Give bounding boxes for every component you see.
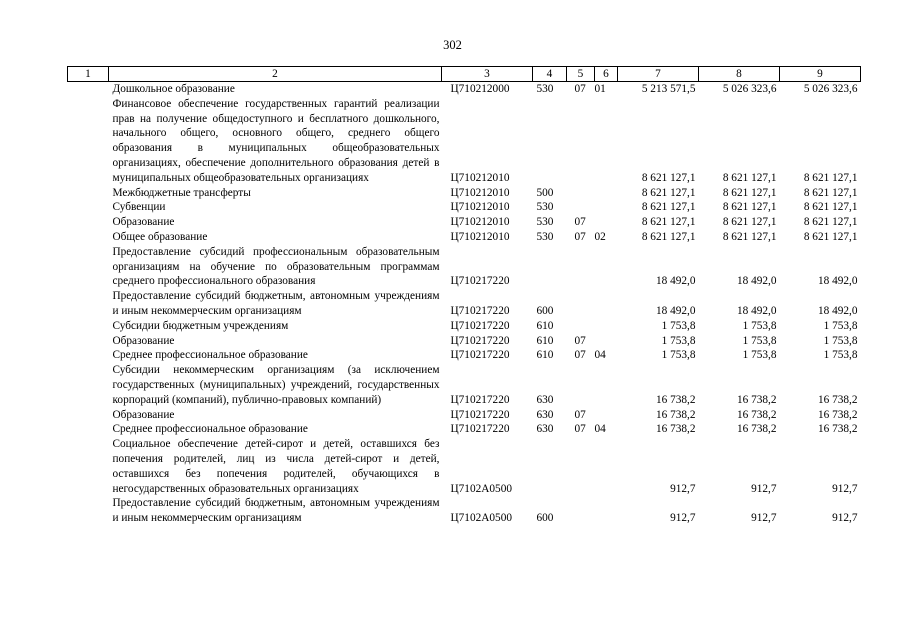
expense-type-code: 630 — [536, 393, 554, 406]
amount-col-7: 16 738,2 — [655, 408, 696, 421]
expense-type-code: 530 — [536, 201, 554, 214]
section-code: 07 — [574, 334, 586, 347]
subsection-code — [595, 97, 618, 186]
amount-col-7: 8 621 127,1 — [641, 230, 696, 243]
subsection-code — [595, 334, 618, 349]
target-code: Ц710217220 — [450, 304, 510, 317]
table-row — [68, 82, 861, 97]
item-name: Дошкольное образование — [112, 83, 235, 95]
table-row — [68, 245, 861, 289]
table-body — [68, 82, 861, 526]
section-code: 07 — [574, 216, 586, 229]
header-col-9: 9 — [780, 67, 861, 82]
table-row — [68, 230, 861, 245]
subsection-code — [595, 437, 618, 496]
item-name: Среднее профессиональное образование — [112, 423, 308, 436]
budget-table — [67, 66, 861, 526]
amount-col-7: 1 753,8 — [661, 319, 696, 332]
amount-col-9: 8 621 127,1 — [803, 171, 858, 184]
item-name: Предоставление субсидий профессиональным образовательным организациям на обучение по образовательным программам среднего профессионального образования — [112, 245, 440, 288]
target-code: Ц710217220 — [450, 393, 510, 406]
amount-col-7: 8 621 127,1 — [641, 216, 696, 229]
amount-col-8: 1 753,8 — [742, 349, 777, 362]
expense-type-code: 610 — [536, 334, 554, 347]
expense-type-code: 600 — [536, 512, 554, 525]
expense-type-code: 500 — [536, 186, 554, 199]
target-code: Ц710217220 — [450, 423, 510, 436]
first-col-cell — [68, 245, 109, 289]
amount-col-8: 16 738,2 — [736, 423, 777, 436]
first-col-cell — [68, 496, 109, 526]
item-name: Общее образование — [112, 230, 208, 243]
first-col-cell — [68, 289, 109, 319]
amount-col-9: 1 753,8 — [823, 319, 858, 332]
section-code — [567, 437, 595, 496]
amount-col-7: 912,7 — [670, 512, 696, 525]
first-col-cell — [68, 348, 109, 363]
amount-col-8: 5 026 323,6 — [722, 83, 777, 95]
amount-col-9: 8 621 127,1 — [803, 230, 858, 243]
table-row — [68, 422, 861, 437]
table-row — [68, 363, 861, 407]
amount-col-9: 1 753,8 — [823, 334, 858, 347]
first-col-cell — [68, 422, 109, 437]
target-code: Ц710217220 — [450, 334, 510, 347]
amount-col-7: 5 213 571,5 — [641, 83, 696, 95]
amount-col-7: 1 753,8 — [661, 349, 696, 362]
target-code: Ц710212010 — [450, 230, 510, 243]
amount-col-9: 8 621 127,1 — [803, 201, 858, 214]
target-code: Ц7102А0500 — [450, 512, 513, 525]
expense-type-code: 630 — [536, 408, 554, 421]
amount-col-8: 16 738,2 — [736, 408, 777, 421]
header-col-7: 7 — [618, 67, 699, 82]
first-col-cell — [68, 334, 109, 349]
item-name: Предоставление субсидий бюджетным, автономным учреждениям и иным некоммерческим организациям — [112, 497, 440, 525]
first-col-cell — [68, 319, 109, 334]
expense-type-code: 530 — [536, 216, 554, 229]
target-code: Ц710212010 — [450, 201, 510, 214]
section-code: 07 — [574, 230, 586, 243]
target-code: Ц710212010 — [450, 171, 510, 184]
amount-col-7: 1 753,8 — [661, 334, 696, 347]
section-code — [567, 289, 595, 319]
expense-type-code: 530 — [536, 83, 554, 95]
table-row — [68, 97, 861, 186]
expense-type-code: 610 — [536, 319, 554, 332]
amount-col-8: 8 621 127,1 — [722, 186, 777, 199]
amount-col-8: 912,7 — [751, 512, 777, 525]
amount-col-9: 912,7 — [832, 512, 858, 525]
target-code: Ц710212010 — [450, 186, 510, 199]
table-row — [68, 186, 861, 201]
amount-col-9: 5 026 323,6 — [803, 83, 858, 95]
subsection-code — [595, 408, 618, 423]
page-number: 302 — [443, 38, 462, 52]
section-code — [567, 97, 595, 186]
subsection-code — [595, 200, 618, 215]
item-name: Образование — [112, 334, 175, 347]
amount-col-7: 8 621 127,1 — [641, 186, 696, 199]
expense-type-code — [533, 97, 567, 186]
target-code: Ц710217220 — [450, 319, 510, 332]
expense-type-code: 630 — [536, 423, 554, 436]
amount-col-9: 8 621 127,1 — [803, 216, 858, 229]
item-name: Субвенции — [112, 201, 166, 214]
amount-col-7: 18 492,0 — [655, 275, 696, 288]
target-code: Ц710217220 — [450, 349, 510, 362]
amount-col-7: 912,7 — [670, 482, 696, 495]
first-col-cell — [68, 437, 109, 496]
header-col-6: 6 — [595, 67, 618, 82]
first-col-cell — [68, 82, 109, 97]
amount-col-8: 8 621 127,1 — [722, 230, 777, 243]
section-code: 07 — [574, 423, 586, 436]
amount-col-8: 8 621 127,1 — [722, 201, 777, 214]
header-col-3: 3 — [442, 67, 533, 82]
amount-col-9: 16 738,2 — [817, 423, 858, 436]
first-col-cell — [68, 200, 109, 215]
table-header — [68, 67, 861, 82]
target-code: Ц710212010 — [450, 216, 510, 229]
expense-type-code — [533, 245, 567, 289]
section-code — [567, 319, 595, 334]
header-col-4: 4 — [533, 67, 567, 82]
item-name: Субсидии некоммерческим организациям (за исключением государственных (муниципальных) учреждений, государственных корпораций (компаний), публично-правовых компаний) — [112, 364, 440, 406]
subsection-code — [595, 186, 618, 201]
subsection-code: 04 — [594, 423, 606, 436]
amount-col-9: 18 492,0 — [817, 275, 858, 288]
section-code: 07 — [574, 408, 586, 421]
target-code: Ц710217220 — [450, 275, 510, 288]
subsection-code — [595, 496, 618, 526]
amount-col-8: 8 621 127,1 — [722, 216, 777, 229]
amount-col-9: 16 738,2 — [817, 393, 858, 406]
table-row — [68, 408, 861, 423]
section-code — [567, 363, 595, 407]
expense-type-code — [533, 437, 567, 496]
amount-col-9: 1 753,8 — [823, 349, 858, 362]
section-code — [567, 496, 595, 526]
header-col-8: 8 — [699, 67, 780, 82]
item-name: Образование — [112, 216, 175, 229]
amount-col-9: 16 738,2 — [817, 408, 858, 421]
item-name: Образование — [112, 408, 175, 421]
subsection-code: 04 — [594, 349, 606, 362]
section-code: 07 — [574, 349, 586, 362]
subsection-code — [595, 363, 618, 407]
expense-type-code: 600 — [536, 304, 554, 317]
amount-col-8: 912,7 — [751, 482, 777, 495]
target-code: Ц710212000 — [450, 83, 510, 95]
first-col-cell — [68, 97, 109, 186]
expense-type-code: 530 — [536, 230, 554, 243]
table-row — [68, 437, 861, 496]
table-row — [68, 200, 861, 215]
item-name: Финансовое обеспечение государственных гарантий реализации прав на получение общедоступного и бесплатного дошкольного, начального общего, основного общего, среднего общего образования в муниципальных общеобразовательных организациях, обеспечение дополнительного образования детей в муниципальных общеобразовательных организациях — [112, 97, 440, 184]
amount-col-7: 16 738,2 — [655, 423, 696, 436]
target-code: Ц710217220 — [450, 408, 510, 421]
item-name: Социальное обеспечение детей-сирот и детей, оставшихся без попечения родителей, лиц из числа детей-сирот и детей, оставшихся без попечения родителей, обучающихся в негосударственных образовательных организациях — [112, 438, 440, 495]
section-code — [567, 200, 595, 215]
amount-col-7: 18 492,0 — [655, 304, 696, 317]
item-name: Среднее профессиональное образование — [112, 349, 308, 362]
subsection-code — [595, 319, 618, 334]
subsection-code: 01 — [594, 83, 606, 95]
first-col-cell — [68, 186, 109, 201]
amount-col-8: 8 621 127,1 — [722, 171, 777, 184]
item-name: Субсидии бюджетным учреждениям — [112, 319, 289, 332]
subsection-code: 02 — [594, 230, 606, 243]
item-name: Межбюджетные трансферты — [112, 186, 251, 199]
first-col-cell — [68, 230, 109, 245]
header-col-1: 1 — [68, 67, 109, 82]
table-row — [68, 334, 861, 349]
subsection-code — [595, 289, 618, 319]
amount-col-8: 1 753,8 — [742, 319, 777, 332]
item-name: Предоставление субсидий бюджетным, автономным учреждениям и иным некоммерческим организациям — [112, 290, 440, 317]
target-code: Ц7102А0500 — [450, 482, 513, 495]
header-col-2: 2 — [109, 67, 442, 82]
first-col-cell — [68, 363, 109, 407]
amount-col-8: 1 753,8 — [742, 334, 777, 347]
header-row — [68, 67, 861, 82]
table-row — [68, 319, 861, 334]
amount-col-7: 16 738,2 — [655, 393, 696, 406]
first-col-cell — [68, 408, 109, 423]
amount-col-7: 8 621 127,1 — [641, 201, 696, 214]
section-code — [567, 245, 595, 289]
amount-col-9: 912,7 — [832, 482, 858, 495]
amount-col-8: 16 738,2 — [736, 393, 777, 406]
table-row — [68, 496, 861, 526]
section-code — [567, 186, 595, 201]
amount-col-9: 18 492,0 — [817, 304, 858, 317]
subsection-code — [595, 245, 618, 289]
section-code: 07 — [574, 83, 586, 95]
table-row — [68, 215, 861, 230]
subsection-code — [595, 215, 618, 230]
amount-col-7: 8 621 127,1 — [641, 171, 696, 184]
header-col-5: 5 — [567, 67, 595, 82]
amount-col-8: 18 492,0 — [736, 275, 777, 288]
table-row — [68, 348, 861, 363]
table-row — [68, 289, 861, 319]
expense-type-code: 610 — [536, 349, 554, 362]
amount-col-8: 18 492,0 — [736, 304, 777, 317]
amount-col-9: 8 621 127,1 — [803, 186, 858, 199]
first-col-cell — [68, 215, 109, 230]
